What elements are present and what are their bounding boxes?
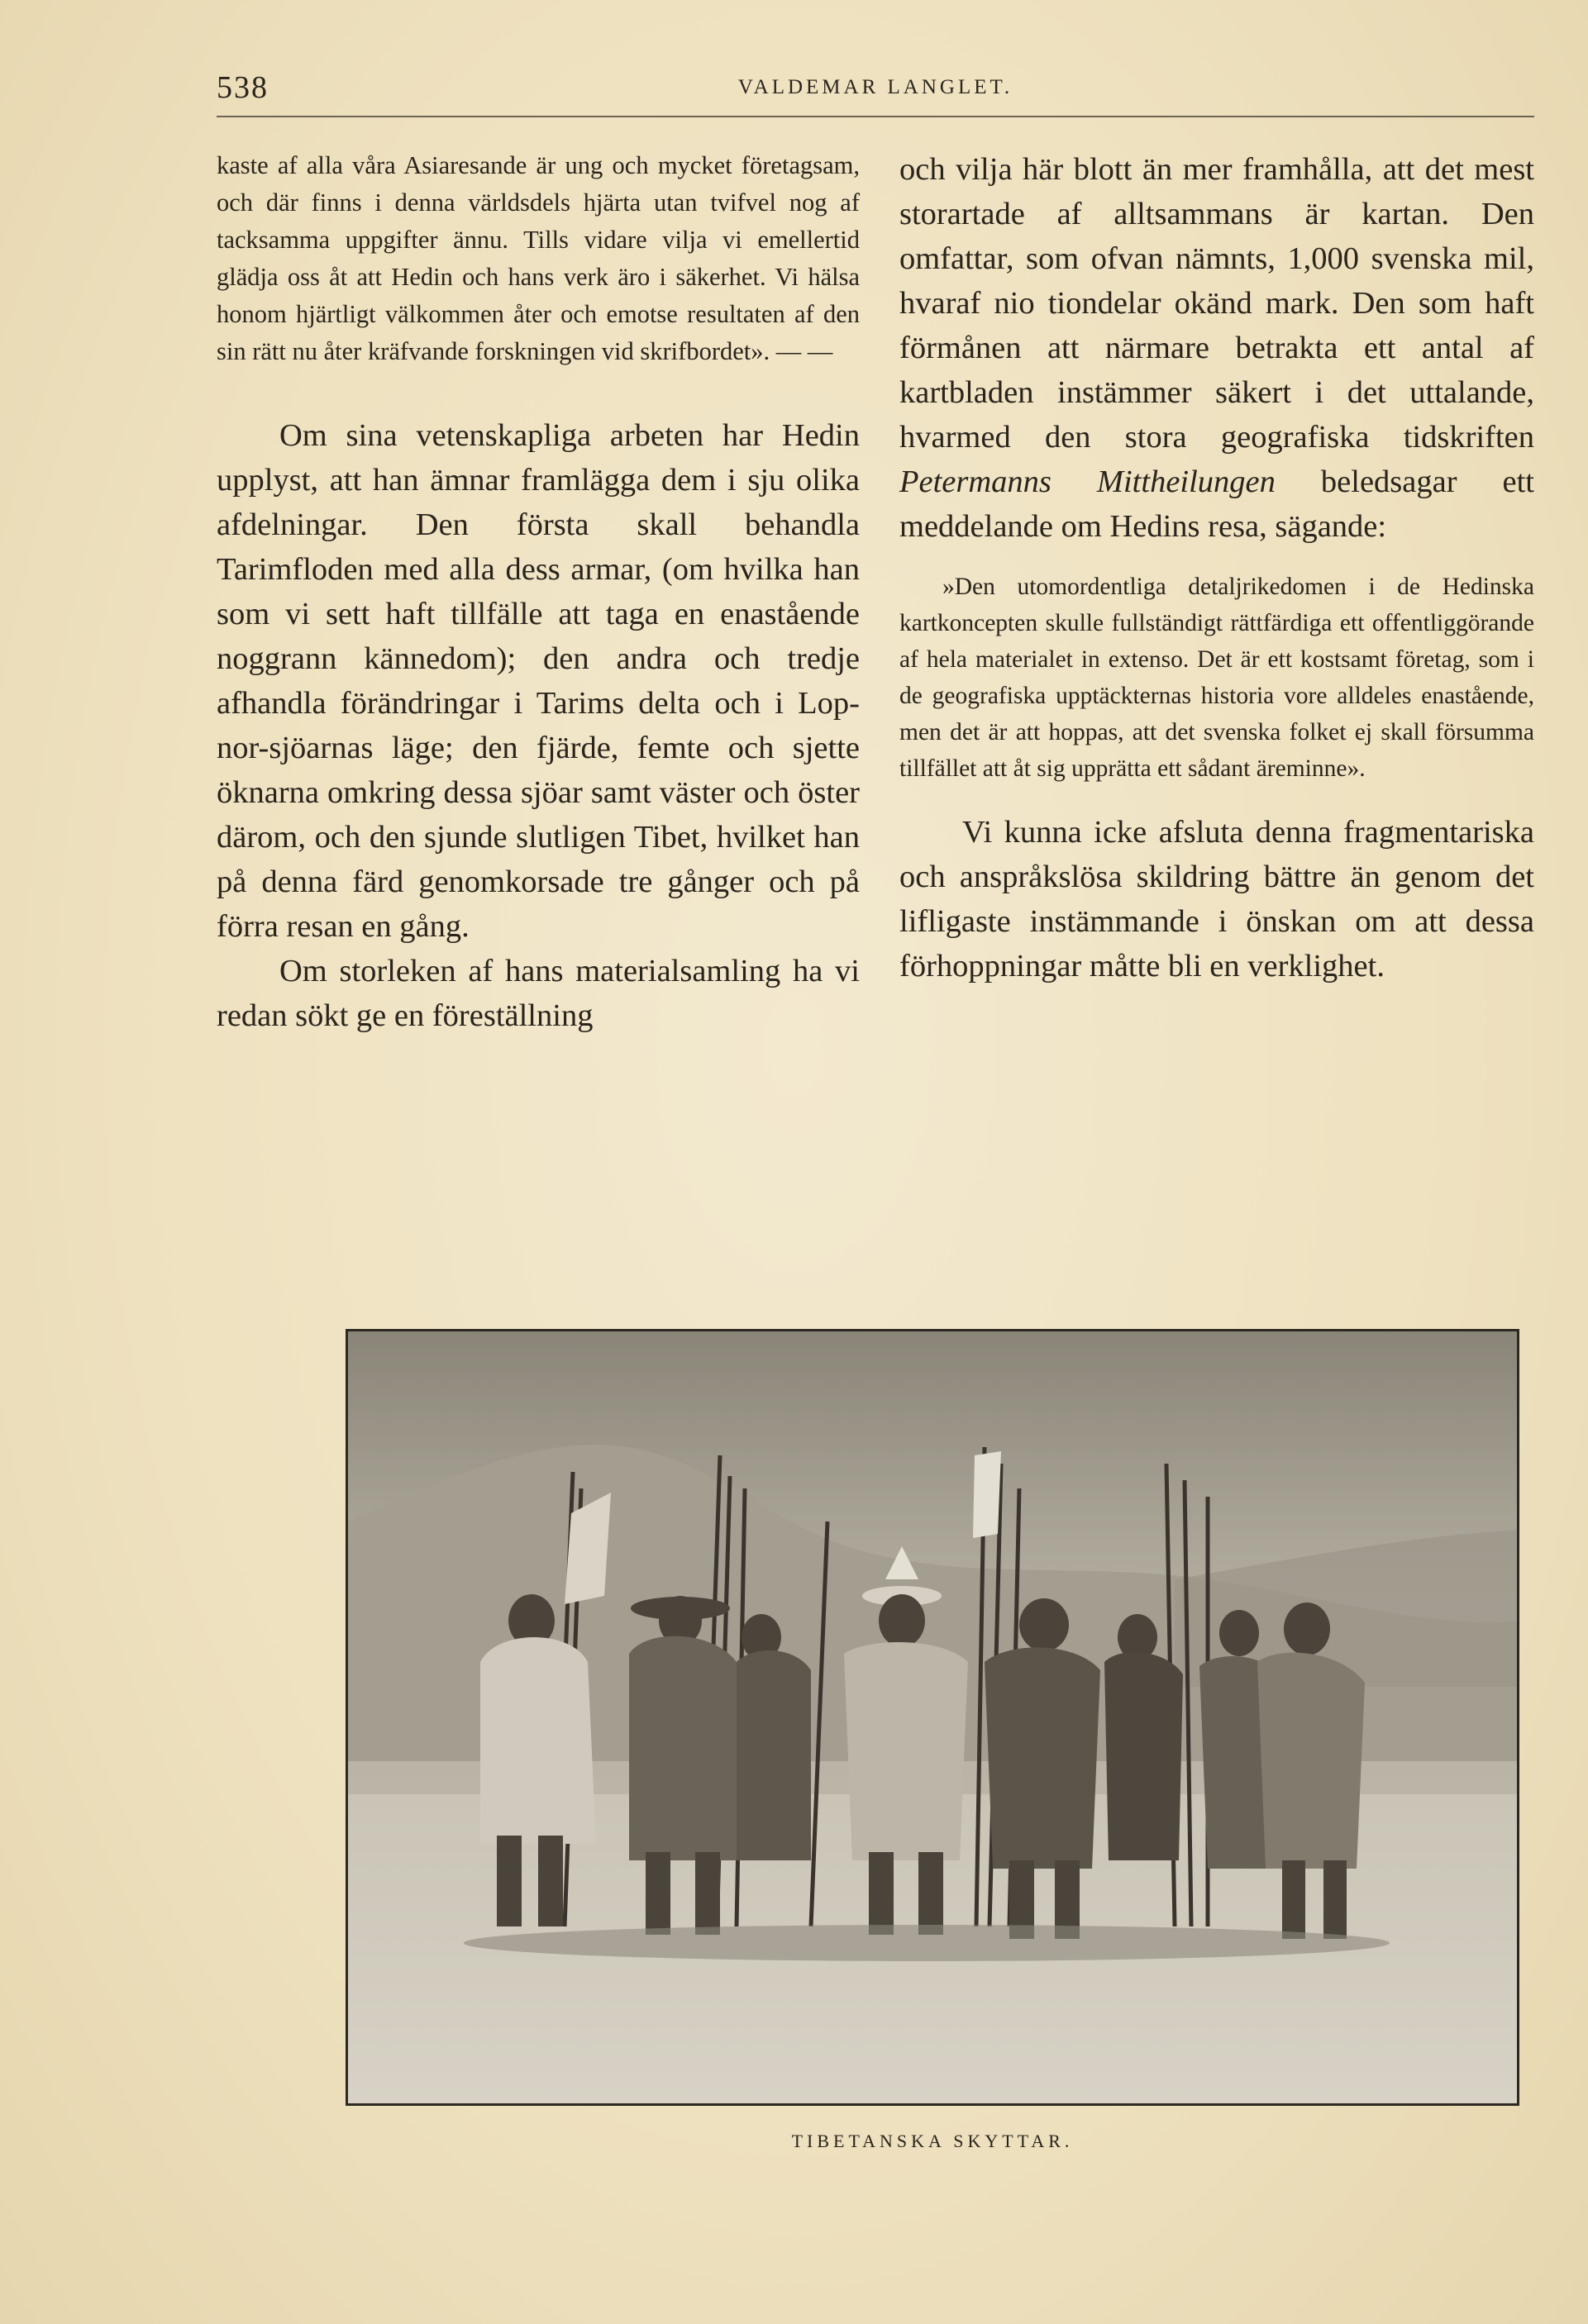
left-paragraph-1: Om sina vetenskapliga arbeten har Hedin upplyst, att han ämnar framlägga dem i sju olika afdelningar. Den första skall behandla Tarimfloden med alla dess armar, (om hvilka han som vi sett haft tillfälle att taga en enastående noggrann kännedom); den andra och tredje afhandla förändringar i Tarims delta och i Lop-nor-sjöarnas läge; den fjärde, femte och sjette öknarna omkring dessa sjöar samt väster och öster därom, och den sjunde slutligen Tibet, hvilket han på denna färd genomkorsade tre gånger och på förra resan en gång. [217, 418, 860, 944]
running-head: VALDEMAR LANGLET. [737, 76, 1013, 98]
right-column [899, 147, 1534, 988]
quote-continuation: kaste af alla våra Asiaresande är ung och mycket företagsam, och där finns i denna världsdels hjärta utan tvifvel nog af tacksamma uppgifter ännu. Tills vidare vilja vi emellertid glädja oss åt att Hedin och hans verk äro i säkerhet. Vi hälsa honom hjärtligt välkommen åter och emotse resultaten af den sin rätt nu åter kräfvande forskningen vid skrifbordet». — — [217, 151, 860, 365]
page-number: 538 [217, 70, 269, 105]
right-paragraph-1-text-b: beledsagar ett meddelande om Hedins resa, sägande: [899, 464, 1535, 544]
left-paragraph-2: Om storleken af hans materialsamling ha vi redan sökt ge en föreställning [217, 954, 860, 1033]
page-header [217, 68, 1534, 117]
photograph-illustration [348, 1331, 1517, 2103]
photograph-tibetan-riflemen [346, 1329, 1519, 2106]
ground-shadow [464, 1925, 1390, 1961]
right-paragraph-1 [899, 147, 1534, 549]
banner-right [973, 1451, 1001, 1538]
left-column [217, 147, 860, 1038]
journal-title: Petermanns Mittheilungen [899, 464, 1276, 499]
right-paragraph-1-text-a: och vilja här blott än mer framhålla, att det mest storartade af alltsammans är kartan. Den omfattar, som ofvan nämnts, 1,000 svenska mil, hvaraf nio tiondelar okänd mark. Den som haft förmånen att närmare betrakta ett antal af kartbladen instämmer säkert i det uttalande, hvarmed den stora geografiska tidskriften [899, 152, 1534, 455]
photo-caption: TIBETANSKA SKYTTAR. [791, 2131, 1074, 2151]
right-paragraph-2: Vi kunna icke afsluta denna fragmentariska och anspråkslösa skildring bättre än genom det lifligaste instämmande i önskan om att dessa förhoppningar måtte bli en verklighet. [899, 815, 1534, 983]
petermanns-quote: »Den utomordentliga detaljrikedomen i de Hedinska kartkoncepten skulle fullständigt rättfärdiga ett offentliggörande af hela materialet in extenso. Det är ett kostsamt företag, som i de geografiska upptäckternas historia vore alldeles enastående, men det är att hoppas, att det svenska folket ej skall försumma tillfället att åt sig upprätta ett sådant äreminne». [899, 574, 1534, 782]
